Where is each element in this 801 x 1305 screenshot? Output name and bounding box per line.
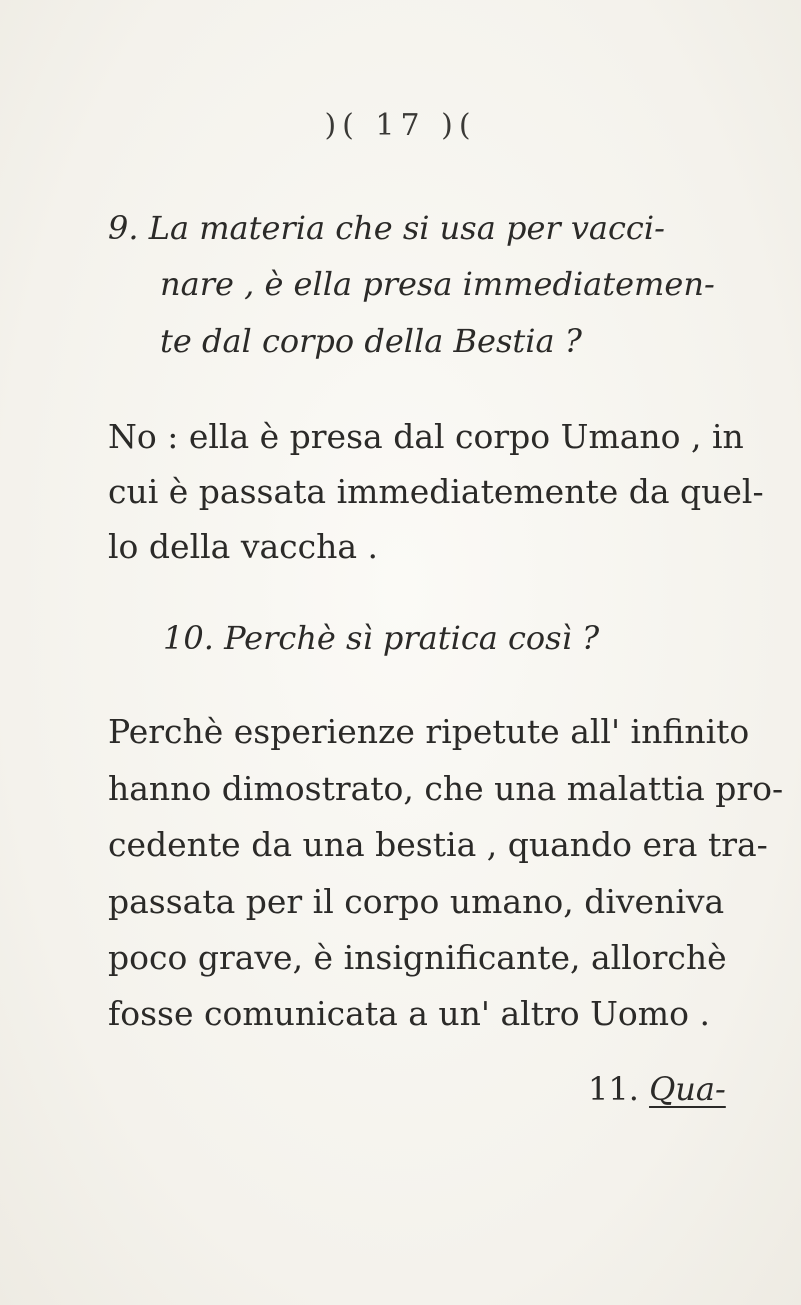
answer-9-line-2: cui è passata immediatemente da quel- <box>108 472 764 511</box>
answer-10-line-3: cedente da una bestia , quando era tra- <box>108 825 768 864</box>
answer-10-line-1: Perchè esperienze ripetute all' infinito <box>108 712 750 751</box>
catchword-word: Qua- <box>649 1070 726 1108</box>
question-9-line-2: nare , è ella presa immediatemen- <box>160 265 715 303</box>
question-9-line-1: 9. La materia che si usa per vacci- <box>108 209 665 247</box>
question-10: 10. Perchè sì pratica così ? <box>163 619 600 657</box>
answer-10-line-4: passata per il corpo umano, diveniva <box>108 882 725 921</box>
answer-10-line-2: hanno dimostrato, che una malattia pro- <box>108 769 784 808</box>
answer-9-line-1: No : ella è presa dal corpo Umano , in <box>108 417 744 456</box>
catchword <box>588 1070 726 1108</box>
question-9-line-3: te dal corpo della Bestia ? <box>160 322 582 360</box>
answer-9-line-3: lo della vaccha . <box>108 527 379 566</box>
catchword-number: 11. <box>588 1070 639 1108</box>
answer-10-line-5: poco grave, è insignificante, allorchè <box>108 938 727 977</box>
answer-10-line-6: fosse comunicata a un' altro Uomo . <box>108 994 710 1033</box>
page-number-header: )( 17 )( <box>324 108 477 143</box>
